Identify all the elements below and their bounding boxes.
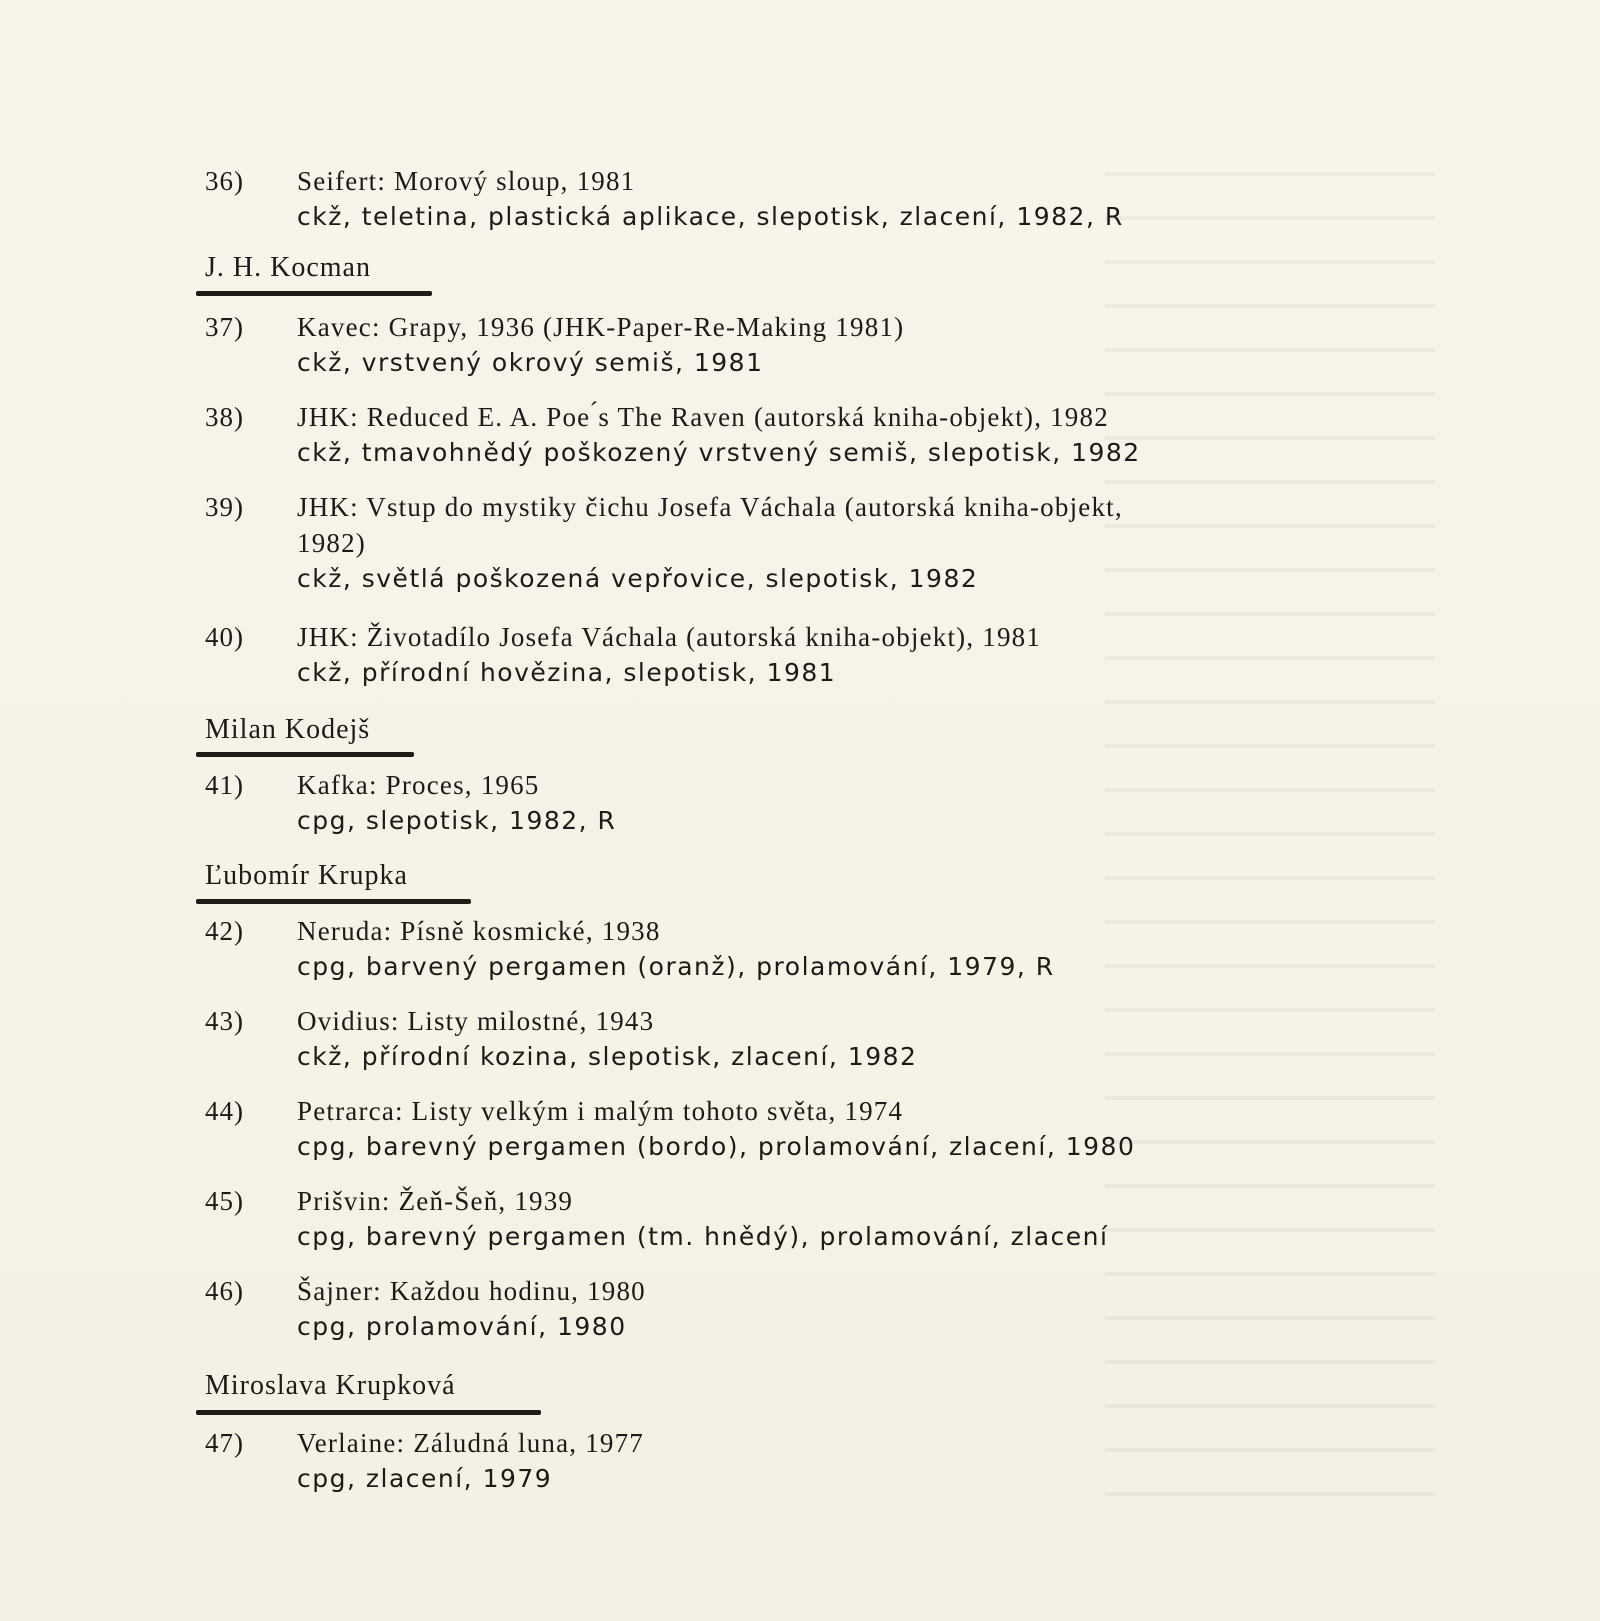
entry-number: 38) [205, 402, 244, 432]
entry-number: 37) [205, 312, 244, 342]
entry-title: Seifert: Morový sloup, 1981 [297, 166, 636, 196]
entry-title: Ovidius: Listy milostné, 1943 [297, 1006, 655, 1036]
entry-number: 36) [205, 166, 244, 196]
entry-description: cpg, slepotisk, 1982, R [297, 806, 617, 835]
entry-number: 43) [205, 1006, 244, 1036]
entry-title: JHK: Reduced E. A. Poe ́s The Raven (autorská kniha-objekt), 1982 [297, 402, 1109, 432]
entry-number: 41) [205, 770, 244, 800]
entry-title: JHK: Vstup do mystiky čichu Josefa Váchala (autorská kniha-objekt, [297, 492, 1123, 522]
entry-number: 45) [205, 1186, 244, 1216]
entry-number: 39) [205, 492, 244, 522]
entry-number: 42) [205, 916, 244, 946]
entry-number: 44) [205, 1096, 244, 1126]
entry-number: 46) [205, 1276, 244, 1306]
entry-description: cpg, barvený pergamen (oranž), prolamování, 1979, R [297, 952, 1055, 981]
entry-description: cpg, prolamování, 1980 [297, 1312, 627, 1341]
entry-description: ckž, tmavohnědý poškozený vrstvený semiš, slepotisk, 1982 [297, 438, 1141, 467]
author-heading-krupkova: Miroslava Krupková [205, 1370, 456, 1401]
entry-title: JHK: Životadílo Josefa Váchala (autorská kniha-objekt), 1981 [297, 622, 1042, 652]
entry-number: 40) [205, 622, 244, 652]
entry-title: Petrarca: Listy velkým i malým tohoto světa, 1974 [297, 1096, 904, 1126]
entry-title-continued: 1982) [297, 528, 366, 558]
entry-description: cpg, zlacení, 1979 [297, 1464, 553, 1493]
entry-description: ckž, přírodní hovězina, slepotisk, 1981 [297, 658, 837, 687]
entry-description: cpg, barevný pergamen (bordo), prolamování, zlacení, 1980 [297, 1132, 1136, 1161]
entry-title: Neruda: Písně kosmické, 1938 [297, 916, 661, 946]
entry-description: cpg, barevný pergamen (tm. hnědý), prolamování, zlacení [297, 1222, 1109, 1251]
entry-description: ckž, přírodní kozina, slepotisk, zlacení, 1982 [297, 1042, 918, 1071]
heading-underline [196, 291, 432, 296]
entry-number: 47) [205, 1428, 244, 1458]
entry-title: Kavec: Grapy, 1936 (JHK-Paper-Re-Making 1981) [297, 312, 905, 342]
entry-title: Verlaine: Záludná luna, 1977 [297, 1428, 645, 1458]
entry-description: ckž, vrstvený okrový semiš, 1981 [297, 348, 764, 377]
entry-title: Kafka: Proces, 1965 [297, 770, 540, 800]
entry-description: ckž, teletina, plastická aplikace, slepotisk, zlacení, 1982, R [297, 202, 1124, 231]
author-heading-kocman: J. H. Kocman [205, 252, 371, 283]
heading-underline [196, 1410, 541, 1415]
entry-title: Prišvin: Žeň-Šeň, 1939 [297, 1186, 574, 1216]
entry-description: ckž, světlá poškozená vepřovice, slepotisk, 1982 [297, 564, 979, 593]
heading-underline [196, 752, 414, 757]
author-heading-krupka: Ľubomír Krupka [205, 860, 408, 891]
author-heading-kodejs: Milan Kodejš [205, 714, 371, 745]
entry-title: Šajner: Každou hodinu, 1980 [297, 1276, 646, 1306]
heading-underline [196, 899, 471, 904]
